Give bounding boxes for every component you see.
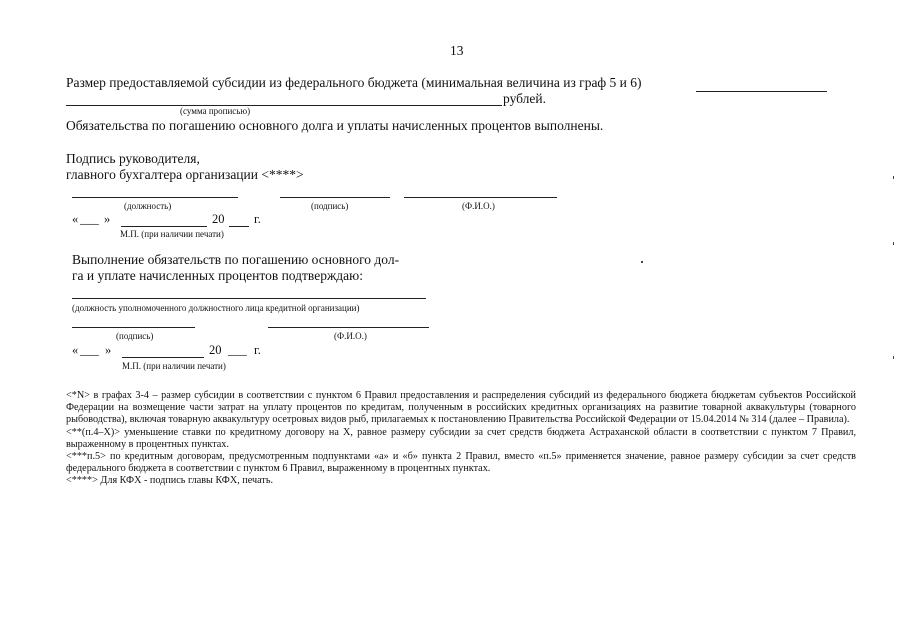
confirm-date-year-prefix: 20	[209, 343, 222, 357]
confirm-fio-blank	[268, 327, 429, 328]
obligations-statement: Обязательства по погашению основного долга и уплаты начисленных процентов выполнены.	[66, 118, 604, 133]
footnote-2: <**(п.4–X)> уменьшение ставки по кредитному договору на X, равное размеру субсидии за счет средств бюджета Астраханской области в соответствии с пунктом 7 Правил, выраженному в процентных пунктах.	[66, 426, 856, 450]
signature-heading-line2: главного бухгалтера организации <****>	[66, 167, 304, 182]
footnote-3: <***п.5> по кредитным договорам, предусмотренным подпунктами «а» и «б» пункта 2 Правил, вместо «п.5» применяется значение, равное размеру субсидии за счет средств федерального бюджета в соответствии с пунктом 6 Правил, выраженному в процентных пунктах.	[66, 451, 856, 475]
rubles-label: рублей.	[503, 91, 547, 106]
confirm-stamp-caption: М.П. (при наличии печати)	[122, 361, 226, 371]
subsidy-amount-blank	[696, 91, 827, 92]
signature-blank	[280, 197, 390, 198]
confirm-date-open-quote: «	[72, 343, 79, 357]
footnote-4: <****> Для КФХ - подпись главы КФХ, печать.	[66, 475, 274, 487]
subsidy-words-blank	[66, 105, 502, 106]
stamp-caption: М.П. (при наличии печати)	[120, 229, 224, 239]
signature-heading-line1: Подпись руководителя,	[66, 151, 200, 166]
confirmation-line2: га и уплате начисленных процентов подтверждаю:	[72, 268, 363, 283]
confirm-date-day-blank: ___	[80, 343, 99, 357]
position-blank	[72, 197, 238, 198]
official-position-blank	[72, 298, 426, 299]
sum-in-words-caption: (сумма прописью)	[180, 106, 251, 116]
confirm-signature-caption: (подпись)	[116, 331, 154, 341]
scan-speck	[893, 176, 894, 179]
scan-speck	[893, 356, 894, 359]
date-year-blank	[229, 226, 249, 227]
position-caption: (должность)	[124, 201, 172, 211]
scan-speck	[893, 242, 894, 245]
date-close-quote: »	[104, 212, 111, 226]
page-number: 13	[450, 43, 464, 58]
confirm-signature-blank	[72, 327, 195, 328]
date-open-quote: «	[72, 212, 79, 226]
footnotes	[66, 390, 856, 488]
official-position-caption: (должность уполномоченного должностного лица кредитной организации)	[72, 303, 360, 313]
date-month-blank	[121, 226, 207, 227]
date-year-suffix: г.	[254, 212, 261, 226]
fio-caption: (Ф.И.О.)	[462, 201, 495, 211]
date-day-blank: ___	[80, 212, 99, 226]
confirmation-line1: Выполнение обязательств по погашению основного дол-	[72, 252, 400, 267]
scan-speck	[641, 261, 643, 263]
confirm-date-year-suffix: г.	[254, 343, 261, 357]
date-year-prefix: 20	[212, 212, 225, 226]
confirm-date-month-blank	[122, 357, 204, 358]
footnote-1: <*N> в графах 3-4 – размер субсидии в соответствии с пунктом 6 Правил предоставления и распределения субсидий из федерального бюджета бюджетам субъектов Российской Федерации на возмещение части затрат на уплату процентов по кредитам, полученным в российских кредитных организациях на развитие товарной аквакультуры (товарного рыбоводства), включая товарную аквакультуру осетровых видов рыб, прилагаемых к постановлению Правительства Российской Федерации от 15.04.2014 № 314 (далее – Правила).	[66, 390, 856, 426]
confirm-date-year-blank: ___	[228, 343, 247, 357]
confirm-fio-caption: (Ф.И.О.)	[334, 331, 367, 341]
fio-blank	[404, 197, 557, 198]
confirm-date-close-quote: »	[105, 343, 112, 357]
subsidy-amount-label: Размер предоставляемой субсидии из федерального бюджета (минимальная величина из граф 5 и 6)	[66, 75, 642, 90]
signature-caption: (подпись)	[311, 201, 349, 211]
